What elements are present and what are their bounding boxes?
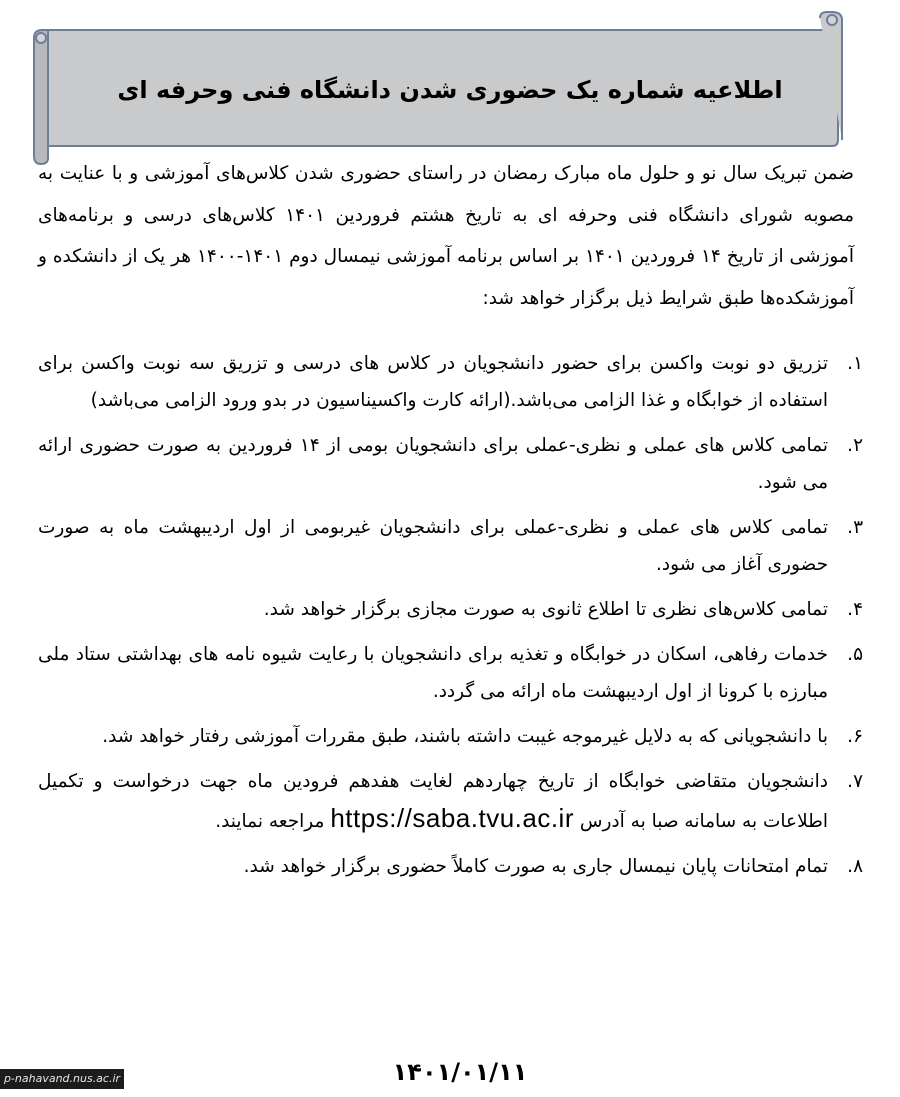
item-number: ۴. — [847, 599, 863, 620]
list-item — [38, 345, 863, 419]
item-text: تمام امتحانات پایان نیمسال جاری به صورت کاملاً حضوری برگزار خواهد شد. — [243, 856, 828, 877]
saba-url-link[interactable]: https://saba.tvu.ac.ir — [330, 803, 574, 833]
item-number: ۳. — [847, 517, 863, 538]
item-text: تزریق دو نوبت واکسن برای حضور دانشجویان در کلاس های درسی و تزریق سه نوبت واکسن برای استفاده از خوابگاه و غذا الزامی می‌باشد.(ارائه کارت واکسیناسیون در بدو ورود الزامی می‌باشد) — [38, 353, 828, 411]
item-number: ۲. — [847, 435, 863, 456]
item-text-before-url: دانشجویان متقاضی خوابگاه از تاریخ چهاردهم لغایت هفدهم فرودین ماه جهت درخواست و تکمیل اطلاعات به سامانه صبا به آدرس — [38, 771, 828, 832]
item-text: خدمات رفاهی، اسکان در خوابگاه و تغذیه برای دانشجویان با رعایت شیوه نامه های بهداشتی ستاد ملی مبارزه با کرونا از اول اردیبهشت ماه ارائه می گردد. — [38, 644, 828, 702]
conditions-list — [38, 345, 863, 893]
site-watermark: p-nahavand.nus.ac.ir — [0, 1069, 124, 1089]
title-banner — [30, 8, 852, 166]
item-text — [38, 763, 828, 840]
notice-date: ۱۴۰۱/۰۱/۱۱ — [392, 1058, 528, 1086]
list-item — [38, 718, 863, 755]
item-number: ۸. — [847, 856, 863, 877]
list-item — [38, 509, 863, 583]
intro-paragraph: ضمن تبریک سال نو و حلول ماه مبارک رمضان در راستای حضوری شدن کلاس‌های آموزشی و با عنایت به مصوبه شورای دانشگاه فنی وحرفه ای به تاریخ هشتم فروردین ۱۴۰۱ کلاس‌های درسی و برنامه‌های آموزشی از تاریخ ۱۴ فروردین ۱۴۰۱ بر اساس برنامه آموزشی نیمسال دوم ۱۴۰۱-۱۴۰۰ هر یک از دانشکده و آموزشکده‌ها طبق شرایط ذیل برگزار خواهد شد: — [38, 163, 854, 309]
list-item — [38, 848, 863, 885]
item-text-after-url: مراجعه نمایند. — [215, 811, 325, 832]
item-text: با دانشجویانی که به دلایل غیرموجه غیبت داشته باشند، طبق مقررات آموزشی رفتار خواهد شد. — [102, 726, 828, 747]
list-item — [38, 763, 863, 840]
item-text: تمامی کلاس های عملی و نظری-عملی برای دانشجویان غیربومی از اول اردیبهشت ماه به صورت حضوری آغاز می شود. — [38, 517, 828, 575]
list-item — [38, 591, 863, 628]
list-item — [38, 427, 863, 501]
notice-title: اطلاعیه شماره یک حضوری شدن دانشگاه فنی وحرفه ای — [117, 76, 783, 104]
item-number: ۶. — [847, 726, 863, 747]
item-text: تمامی کلاس های عملی و نظری-عملی برای دانشجویان بومی از ۱۴ فروردین به صورت حضوری ارائه می شود. — [38, 435, 828, 493]
item-number: ۷. — [847, 771, 863, 792]
item-number: ۱. — [847, 353, 863, 374]
list-item — [38, 636, 863, 710]
item-text: تمامی کلاس‌های نظری تا اطلاع ثانوی به صورت مجازی برگزار خواهد شد. — [263, 599, 828, 620]
item-number: ۵. — [847, 644, 863, 665]
